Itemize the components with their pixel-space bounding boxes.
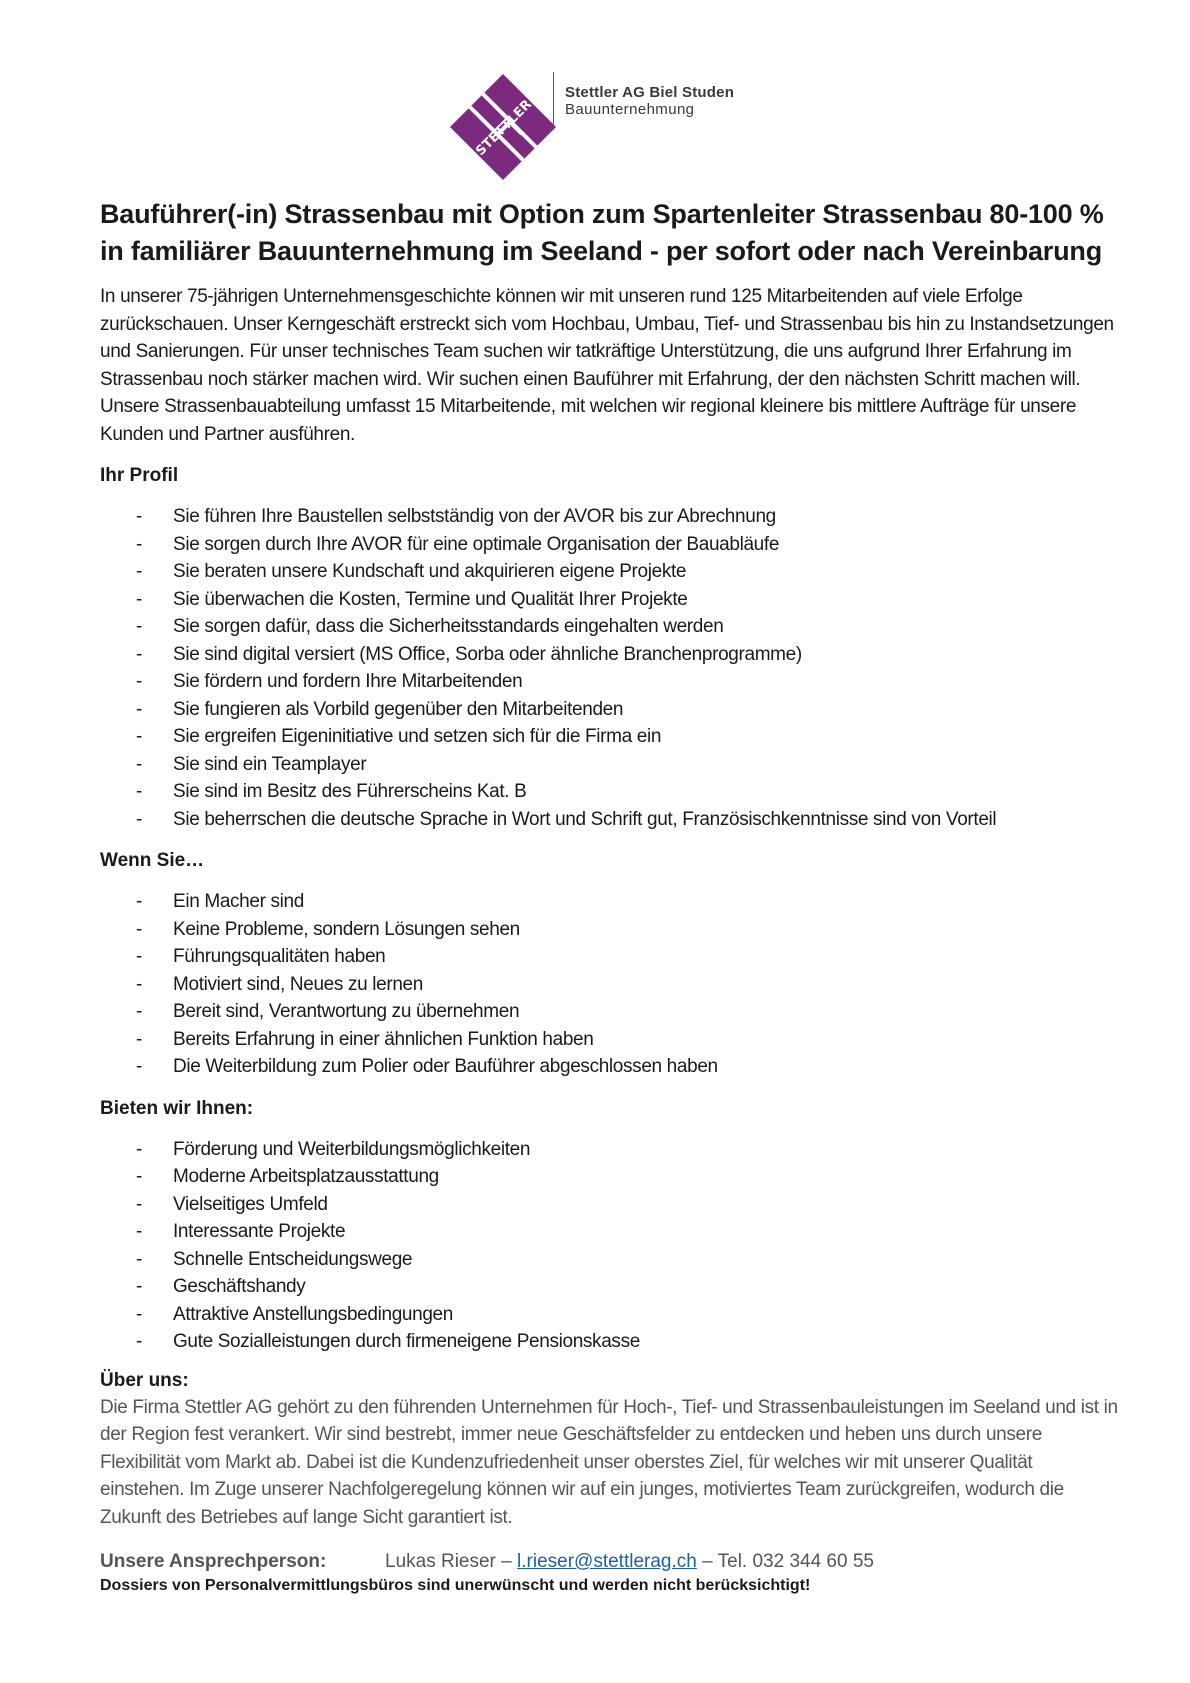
list-item-text: Keine Probleme, sondern Lösungen sehen [173,918,520,940]
list-item [100,1328,1120,1356]
list-item-text: Förderung und Weiterbildungsmöglichkeiten [173,1138,531,1160]
we-offer-heading: Bieten wir Ihnen: [100,1097,254,1119]
list-item [100,1246,1120,1274]
bullet-dash: - [136,1138,142,1160]
contact-phone: Tel. 032 344 60 55 [717,1551,874,1572]
bullet-dash: - [136,781,142,802]
list-item [100,806,1120,834]
bullet-dash: - [136,616,142,637]
job-title: Bauführer(-in) Strassenbau mit Option zum Spartenleiter Strassenbau 80-100 % in familiärer Bauunternehmung im Seeland - per sofort oder nach Vereinbarung [100,199,1104,266]
list-item [100,1191,1120,1219]
list-item-text: Schnelle Entscheidungswege [173,1248,413,1270]
list-item [100,723,1120,751]
profile-heading: Ihr Profil [100,465,179,486]
bullet-dash: - [136,726,142,747]
list-item [100,888,1120,916]
list-item [100,558,1120,586]
contact-person: Lukas Rieser [385,1551,496,1572]
list-item [100,916,1120,944]
list-item-text: Moderne Arbeitsplatzausstattung [173,1166,439,1187]
logo-text: STETTLER [473,97,535,159]
bullet-dash: - [136,588,142,610]
list-item-text: Sie sind im Besitz des Führerscheins Kat. B [173,781,527,802]
list-item-text: Motiviert sind, Neues zu lernen [173,973,423,995]
contact-email-link[interactable]: l.rieser@stettlerag.ch [517,1551,697,1572]
about-text: Die Firma Stettler AG gehört zu den führenden Unternehmen für Hoch-, Tief- und Strassenbauleistungen im Seeland und ist in der Region fest verankert. Wir sind bestrebt, immer neue Geschäftsfelder zu entdecken und heben uns durch unsere Flexibilität vom Markt ab. Dabei ist die Kundenzufriedenheit unser oberstes Ziel, für welches wir mit unserer Qualität einstehen. Im Zuge unserer Nachfolgeregelung können wir auf ein junges, motiviertes Team zurückgreifen, wodurch die Zukunft des Betriebes auf lange Sicht garantiert ist. [100,1396,1118,1528]
we-offer-list [100,1136,1120,1356]
list-item [100,503,1120,531]
list-item-text: Sie führen Ihre Baustellen selbstständig von der AVOR bis zur Abrechnung [173,506,776,527]
bullet-dash: - [136,808,142,830]
list-item [100,613,1120,641]
bullet-dash: - [136,973,142,995]
list-item [100,641,1120,669]
stettler-diamond-logo-icon [448,72,558,182]
list-item-text: Sie ergreifen Eigeninitiative und setzen sich für die Firma ein [173,726,662,747]
company-block [565,84,734,118]
if-you-list [100,888,1120,1081]
list-item [100,531,1120,559]
bullet-dash: - [136,1248,142,1270]
list-item-text: Sie sorgen dafür, dass die Sicherheitsstandards eingehalten werden [173,616,724,637]
list-item [100,998,1120,1026]
list-item [100,586,1120,614]
bullet-dash: - [136,1221,142,1242]
list-item [100,668,1120,696]
bullet-dash: - [136,506,142,527]
bullet-dash: - [136,1276,142,1297]
bullet-dash: - [136,533,142,555]
about-heading: Über uns: [100,1369,189,1391]
list-item-text: Sie überwachen die Kosten, Termine und Qualität Ihrer Projekte [173,588,688,610]
contact-separator: – [501,1551,512,1572]
bullet-dash: - [136,1056,142,1077]
bullet-dash: - [136,753,142,775]
list-item-text: Vielseitiges Umfeld [173,1193,328,1215]
bullet-dash: - [136,1331,142,1352]
bullet-dash: - [136,1193,142,1215]
disclaimer: Dossiers von Personalvermittlungsbüros sind unerwünscht und werden nicht berücksichtigt! [100,1577,811,1594]
list-item-text: Interessante Projekte [173,1221,346,1242]
list-item [100,1218,1120,1246]
list-item-text: Führungsqualitäten haben [173,946,386,967]
contact-separator: – [702,1551,713,1572]
list-item-text: Sie fungieren als Vorbild gegenüber den Mitarbeitenden [173,698,624,720]
list-item [100,778,1120,806]
logo-divider [553,72,554,126]
list-item-text: Die Weiterbildung zum Polier oder Bauführer abgeschlossen haben [173,1056,718,1077]
bullet-dash: - [136,671,142,692]
list-item-text: Geschäftshandy [173,1276,306,1297]
list-item-text: Sie sind digital versiert (MS Office, Sorba oder ähnliche Branchenprogramme) [173,643,802,665]
list-item-text: Sie sorgen durch Ihre AVOR für eine optimale Organisation der Bauabläufe [173,533,780,555]
list-item [100,751,1120,779]
list-item [100,1026,1120,1054]
list-item [100,971,1120,999]
list-item [100,1136,1120,1164]
list-item [100,1273,1120,1301]
list-item-text: Sie fördern und fordern Ihre Mitarbeitenden [173,671,523,692]
list-item-text: Bereit sind, Verantwortung zu übernehmen [173,1001,520,1022]
list-item [100,1163,1120,1191]
list-item [100,943,1120,971]
list-item-text: Sie beherrschen die deutsche Sprache in Wort und Schrift gut, Französischkenntnisse sind von Vorteil [173,808,997,830]
list-item-text: Gute Sozialleistungen durch firmeneigene Pensionskasse [173,1331,640,1352]
profile-list [100,503,1120,833]
bullet-dash: - [136,643,142,665]
list-item-text: Sie beraten unsere Kundschaft und akquirieren eigene Projekte [173,561,687,582]
bullet-dash: - [136,918,142,940]
bullet-dash: - [136,946,142,967]
content [100,196,1120,1597]
list-item-text: Bereits Erfahrung in einer ähnlichen Funktion haben [173,1028,594,1050]
list-item [100,1053,1120,1081]
bullet-dash: - [136,1166,142,1187]
if-you-heading: Wenn Sie… [100,850,205,871]
list-item [100,1301,1120,1329]
intro-paragraph: In unserer 75-jährigen Unternehmensgeschichte können wir mit unseren rund 125 Mitarbeitenden auf viele Erfolge zurückschauen. Unser Kerngeschäft erstreckt sich vom Hochbau, Umbau, Tief- und Strassenbau bis hin zu Instandsetzungen und Sanierungen. Für unser technisches Team suchen wir tatkräftige Unterstützung, die uns aufgrund Ihrer Erfahrung im Strassenbau noch stärker machen wird. Wir suchen einen Bauführer mit Erfahrung, der den nächsten Schritt machen will. Unsere Strassenbauabteilung umfasst 15 Mitarbeitende, mit welchen wir regional kleinere bis mittlere Aufträge für unsere Kunden und Partner ausführen. [100,286,1114,445]
list-item-text: Ein Macher sind [173,891,304,912]
list-item-text: Sie sind ein Teamplayer [173,753,367,775]
company-subtitle: Bauunternehmung [565,101,695,118]
bullet-dash: - [136,891,142,912]
bullet-dash: - [136,1001,142,1022]
bullet-dash: - [136,1028,142,1050]
list-item [100,696,1120,724]
bullet-dash: - [136,561,142,582]
bullet-dash: - [136,1303,142,1325]
bullet-dash: - [136,698,142,720]
company-name: Stettler AG Biel Studen [565,84,735,101]
list-item-text: Attraktive Anstellungsbedingungen [173,1303,453,1325]
contact-line [100,1548,1120,1575]
contact-label: Unsere Ansprechperson: [100,1551,327,1572]
